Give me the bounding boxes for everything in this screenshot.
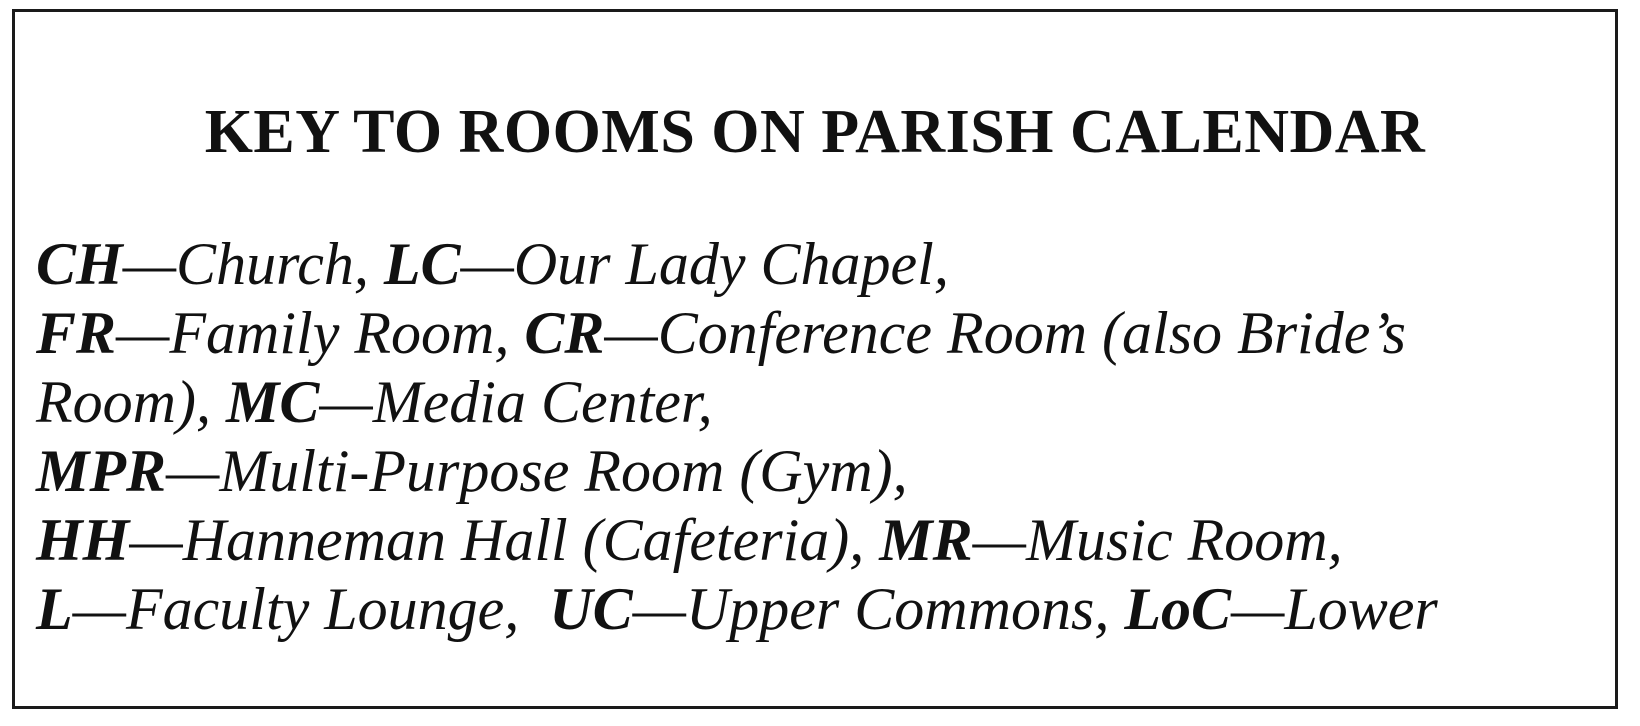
key-title: KEY TO ROOMS ON PARISH CALENDAR bbox=[204, 98, 1426, 166]
room-description: —Multi-Purpose Room (Gym), bbox=[166, 438, 908, 504]
room-description: —Music Room, bbox=[972, 507, 1343, 573]
room-code: LC bbox=[383, 231, 461, 297]
room-code: MR bbox=[879, 507, 973, 573]
room-key-line bbox=[36, 230, 1616, 299]
room-key-line bbox=[36, 506, 1616, 575]
room-code: CH bbox=[36, 231, 123, 297]
room-key-line bbox=[36, 575, 1616, 644]
room-description: —Lower bbox=[1231, 576, 1438, 642]
room-code: UC bbox=[549, 576, 633, 642]
room-description: —Hanneman Hall (Cafeteria), bbox=[129, 507, 880, 573]
room-code: MPR bbox=[36, 438, 167, 504]
room-description: Room), bbox=[36, 369, 226, 435]
room-key-list bbox=[36, 230, 1616, 644]
room-key-line bbox=[36, 368, 1616, 437]
room-key-line bbox=[36, 299, 1616, 368]
room-description: —Upper Commons, bbox=[632, 576, 1125, 642]
room-description: —Conference Room (also Bride’s bbox=[604, 300, 1406, 366]
room-key-line bbox=[36, 437, 1616, 506]
room-code: FR bbox=[36, 300, 117, 366]
room-code: LoC bbox=[1124, 576, 1231, 642]
room-code: MC bbox=[225, 369, 320, 435]
room-description: —Family Room, bbox=[116, 300, 525, 366]
room-description: —Church, bbox=[122, 231, 384, 297]
room-code: L bbox=[36, 576, 73, 642]
room-description: —Our Lady Chapel, bbox=[460, 231, 949, 297]
room-key-box bbox=[12, 9, 1618, 709]
room-description: —Media Center, bbox=[319, 369, 713, 435]
room-description: —Faculty Lounge, bbox=[72, 576, 550, 642]
room-code: HH bbox=[36, 507, 130, 573]
room-code: CR bbox=[524, 300, 605, 366]
